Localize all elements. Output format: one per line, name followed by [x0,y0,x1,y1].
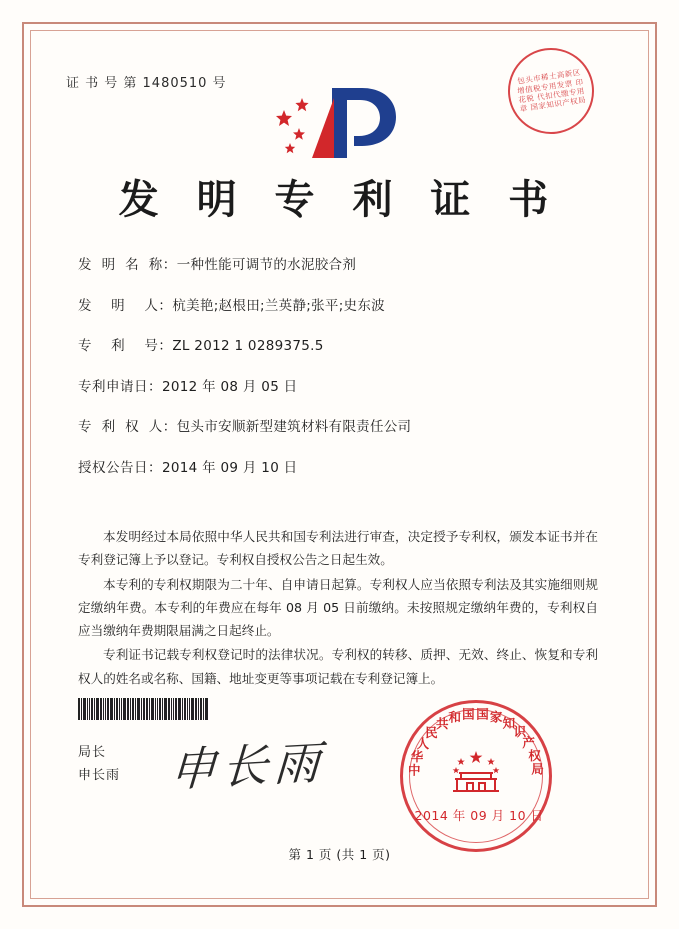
field-label: 发 明 名 称： [78,257,177,273]
field-value: ZL 2012 1 0289375.5 [172,338,324,354]
border-corner-top-right [641,22,657,38]
field-grant-announcement-date [78,456,598,476]
field-inventors [78,294,598,314]
signature-block [78,742,120,788]
field-patent-number [78,334,598,354]
seal-date: 2014 年 09 月 10 日 [414,808,544,823]
handwritten-signature: 申长雨 [168,734,328,798]
body-paragraph: 专利证书记载专利权登记时的法律状况。专利权的转移、质押、无效、终止、恢复和专利权人的姓名或名称、国籍、地址变更等事项记载在专利登记簿上。 [78,647,598,686]
director-name-label: 申长雨 [78,767,121,783]
field-value: 2014 年 09 月 10 日 [162,459,298,476]
field-value: 2012 年 08 月 05 日 [162,378,298,395]
field-value: 包头市安顺新型建筑材料有限责任公司 [176,419,412,435]
field-label: 专 利 权 人： [78,419,177,435]
field-value: 一种性能可调节的水泥胶合剂 [176,257,357,273]
field-invention-name [78,253,598,273]
body-paragraph: 本发明经过本局依照中华人民共和国专利法进行审查，决定授予专利权，颁发本证书并在专利登记簿上予以登记。专利权自授权公告之日起生效。 [78,529,598,568]
page-title: 发 明 专 利 证 书 [118,176,561,223]
barcode [78,698,209,720]
border-corner-bottom-right [641,891,657,907]
certificate-body-text [78,525,598,691]
sipo-logo-icon [272,80,402,165]
national-emblem-icon [445,745,507,807]
field-label: 授权公告日： [78,459,162,476]
field-label: 专 利 号： [78,338,173,354]
certificate-fields [78,253,598,496]
field-label: 专利申请日： [78,378,162,395]
tax-stamp-seal: 包头市稀土高新区增值税专用发票 印花税 代扣代缴专用章 国家知识产权局 [502,42,599,139]
field-value: 杭美艳;赵根田;兰英静;张平;史东波 [172,297,385,314]
field-application-date [78,375,598,395]
page-footer: 第 1 页 (共 1 页) [288,847,391,862]
border-corner-top-left [22,22,38,38]
official-round-seal: 中 华 人 民 共 和 国 国 家 知 识 产 权 局 [400,700,552,852]
field-label: 发 明 人： [78,297,173,314]
border-corner-bottom-left [22,891,38,907]
certificate-number: 证 书 号 第 1480510 号 [66,76,227,91]
body-paragraph: 本专利的专利权期限为二十年、自申请日起算。专利权人应当依照专利法及其实施细则规定缴纳年费。本专利的年费应在每年 08 月 05 日前缴纳。未按照规定缴纳年费的，专利权自应当缴纳年费期限届满之日起终止。 [78,576,598,639]
director-role-label: 局长 [78,745,107,760]
field-patentee [78,415,598,435]
